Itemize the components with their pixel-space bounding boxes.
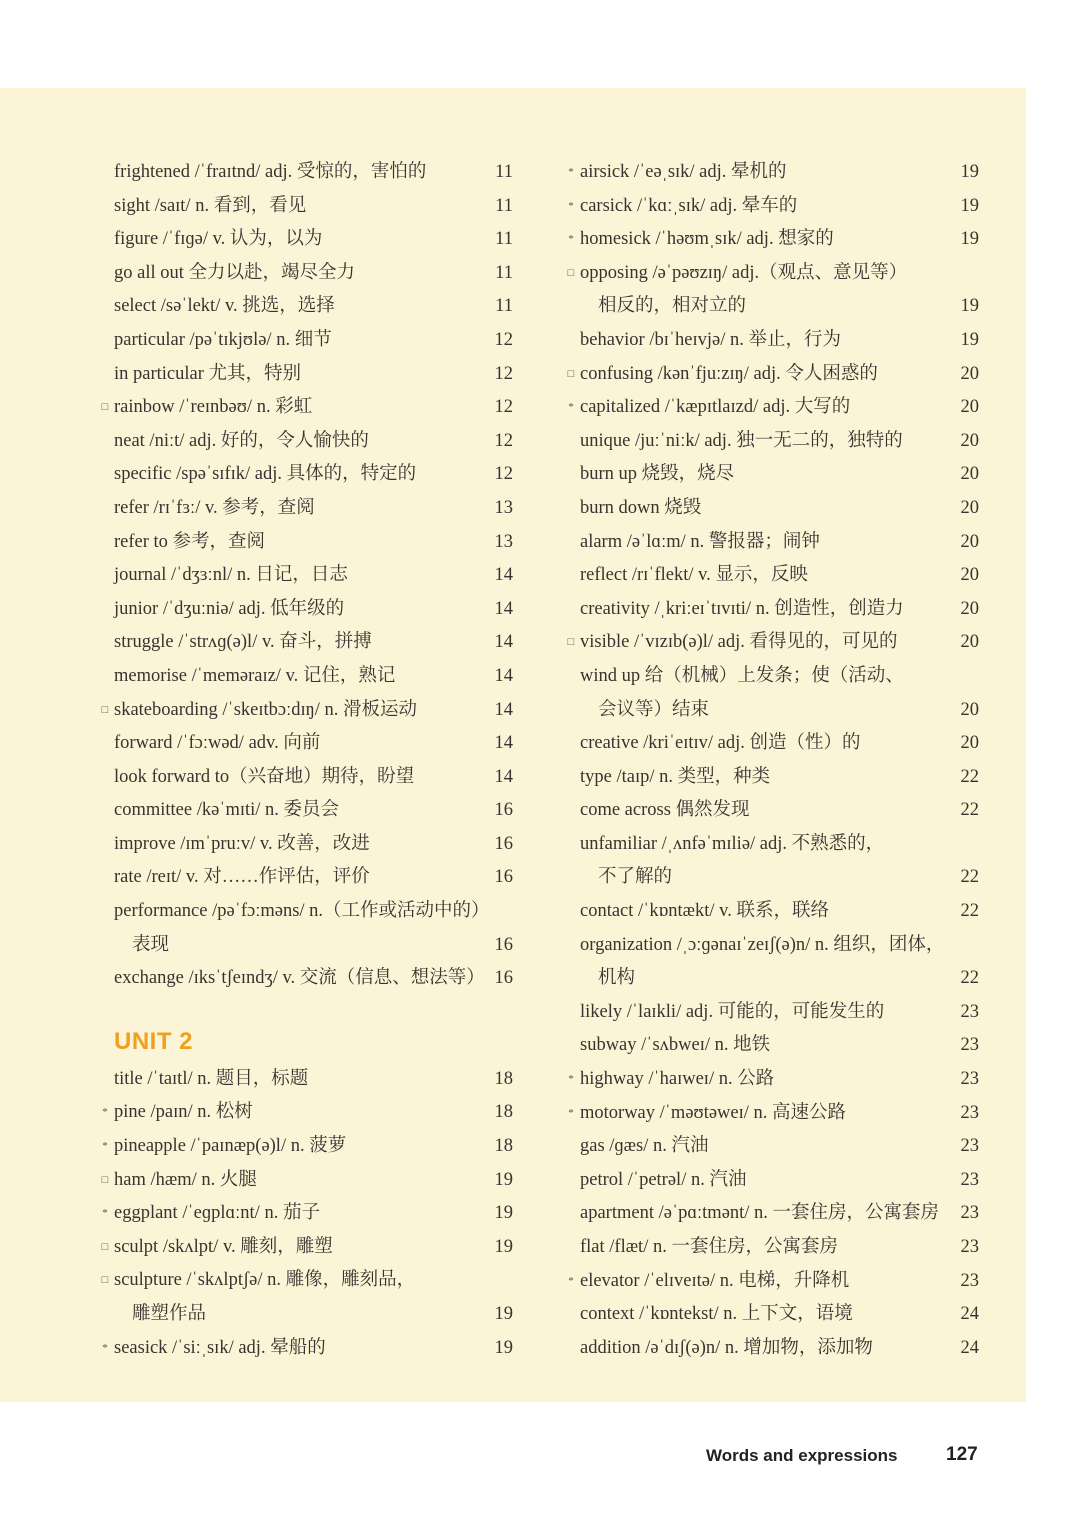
entry-page-number: 16: [494, 800, 513, 821]
entry-marker: *: [568, 166, 574, 178]
vocab-entry: [0, 559, 530, 593]
entry-text: burn up 烧毁，烧尽: [580, 464, 735, 485]
entry-page-number: 19: [960, 162, 979, 182]
footer-section-title: Words and expressions: [706, 1446, 898, 1465]
vocab-entry: [0, 425, 530, 459]
entry-text: title /ˈtaɪtl/ n. 题目，标题: [114, 1068, 309, 1089]
entry-marker: *: [568, 199, 574, 212]
entry-marker: □: [101, 401, 109, 414]
entry-text: 表现: [132, 934, 170, 955]
vocab-entry: [552, 425, 992, 459]
entry-page-number: 19: [494, 1203, 513, 1224]
entry-text: unfamiliar /ˌʌnfəˈmɪliə/ adj. 不熟悉的，: [580, 833, 885, 854]
entry-page-number: 19: [960, 296, 979, 317]
entry-page-number: 22: [960, 766, 979, 787]
entry-page-number: 22: [960, 901, 979, 922]
entry-marker: *: [102, 1140, 108, 1153]
entry-page-number: 16: [494, 934, 513, 955]
entry-marker: □: [567, 636, 575, 649]
entry-text: select /səˈlekt/ v. 挑选，选择: [114, 296, 335, 317]
vocab-entry: [552, 626, 992, 660]
entry-marker: *: [568, 1106, 574, 1119]
vocab-entry: [552, 1231, 992, 1265]
entry-text: forward /ˈfɔːwəd/ adv. 向前: [114, 733, 321, 754]
vocab-entry: [0, 391, 530, 425]
entry-page-number: 14: [494, 632, 513, 653]
entry-text: visible /ˈvɪzɪb(ə)l/ adj. 看得见的，可见的: [580, 632, 898, 653]
entry-text: pine /paɪn/ n. 松树: [114, 1102, 253, 1123]
entry-page-number: 19: [960, 329, 979, 350]
vocab-entry: [0, 358, 530, 392]
entry-text: 相反的，相对立的: [598, 296, 747, 317]
entry-marker: *: [102, 1341, 108, 1354]
vocab-entry: [0, 223, 530, 257]
entry-page-number: 23: [960, 1035, 979, 1056]
vocab-entry: [552, 1332, 992, 1366]
entry-text: rate /reɪt/ v. 对……作评估，评价: [114, 867, 370, 888]
entry-text: performance /pəˈfɔːməns/ n.（工作或活动中的）: [114, 901, 490, 922]
entry-page-number: 11: [495, 262, 513, 283]
vocab-entry: [0, 190, 530, 224]
entry-text: frightened /ˈfraɪtnd/ adj. 受惊的，害怕的: [114, 162, 427, 182]
entry-page-number: 20: [960, 699, 979, 720]
entry-marker: □: [101, 1274, 109, 1287]
entry-continuation: [0, 929, 530, 963]
entry-page-number: 24: [960, 1304, 979, 1325]
entry-page-number: 12: [494, 329, 513, 350]
entry-text: organization /ˌɔːɡənaɪˈzeɪʃ(ə)n/ n. 组织，团体，: [580, 934, 945, 955]
entry-page-number: 23: [960, 1136, 979, 1157]
entry-text: particular /pəˈtɪkjʊlə/ n. 细节: [114, 329, 332, 350]
vocab-entry: [0, 727, 530, 761]
vocab-entry: [0, 794, 530, 828]
vocab-entry: [0, 1164, 530, 1198]
entry-page-number: 13: [494, 531, 513, 552]
entry-text: capitalized /ˈkæpɪtlaɪzd/ adj. 大写的: [580, 397, 851, 418]
entry-text: sculpture /ˈskʌlptʃə/ n. 雕像，雕刻品，: [114, 1270, 416, 1291]
entry-page-number: 13: [494, 497, 513, 518]
entry-text: wind up 给（机械）上发条；使（活动、: [580, 665, 904, 686]
vocab-entry: [552, 660, 992, 694]
vocab-entry: [0, 526, 530, 560]
vocab-entry: [552, 1063, 992, 1097]
entry-text: highway /ˈhaɪweɪ/ n. 公路: [580, 1069, 775, 1090]
vocab-entry: [552, 1164, 992, 1198]
entry-text: confusing /kənˈfjuːzɪŋ/ adj. 令人困惑的: [580, 363, 878, 384]
entry-text: motorway /ˈməʊtəweɪ/ n. 高速公路: [580, 1102, 847, 1123]
entry-marker: *: [568, 1274, 574, 1287]
vocab-entry: [0, 626, 530, 660]
vocab-entry: [0, 156, 530, 190]
entry-text: memorise /ˈmeməraɪz/ v. 记住，熟记: [114, 665, 396, 686]
entry-marker: *: [102, 1106, 108, 1119]
vocab-entry: [552, 996, 992, 1030]
entry-continuation: [552, 694, 992, 728]
entry-text: figure /ˈfɪɡə/ v. 认为，以为: [114, 229, 323, 250]
vocab-entry: [552, 324, 992, 358]
entry-text: 机构: [598, 968, 636, 989]
entry-text: look forward to（兴奋地）期待，盼望: [114, 766, 415, 787]
entry-text: alarm /əˈlɑːm/ n. 警报器；闹钟: [580, 531, 820, 552]
entry-text: specific /spəˈsɪfɪk/ adj. 具体的，特定的: [114, 464, 417, 485]
entry-marker: □: [101, 703, 109, 716]
entry-text: contact /ˈkɒntækt/ v. 联系，联络: [580, 901, 829, 922]
vocab-entry: [0, 1231, 530, 1265]
entry-marker: *: [568, 401, 574, 414]
entry-text: 雕塑作品: [132, 1304, 207, 1324]
entry-text: exchange /ɪksˈtʃeɪndʒ/ v. 交流（信息、想法等）: [114, 968, 485, 989]
entry-marker: *: [568, 1073, 574, 1086]
entry-text: creativity /ˌkriːeɪˈtɪvɪti/ n. 创造性，创造力: [580, 598, 904, 619]
entry-text: elevator /ˈelɪveɪtə/ n. 电梯，升降机: [580, 1270, 850, 1291]
entry-text: creative /kriˈeɪtɪv/ adj. 创造（性）的: [580, 733, 861, 754]
vocab-entry: [552, 794, 992, 828]
vocab-entry: [552, 391, 992, 425]
vocab-entry: [552, 190, 992, 224]
entry-continuation: [552, 290, 992, 324]
entry-text: flat /flæt/ n. 一套住房，公寓套房: [580, 1237, 838, 1257]
entry-continuation: [552, 861, 992, 895]
vocab-entry: [552, 593, 992, 627]
entry-text: struggle /ˈstrʌɡ(ə)l/ v. 奋斗，拼搏: [114, 632, 372, 653]
entry-text: unique /juːˈniːk/ adj. 独一无二的，独特的: [580, 430, 903, 451]
vocab-entry: [552, 1097, 992, 1131]
entry-marker: □: [101, 1173, 109, 1186]
entry-page-number: 19: [960, 195, 979, 216]
vocab-entry: [0, 1197, 530, 1231]
vocab-entry: [0, 828, 530, 862]
vocab-entry: [552, 156, 992, 190]
vocab-entry: [0, 492, 530, 526]
entry-page-number: 11: [495, 162, 513, 182]
entry-page-number: 23: [960, 1001, 979, 1022]
entry-continuation: [552, 962, 992, 996]
footer-page-number: 127: [946, 1444, 978, 1465]
vocab-entry: [552, 929, 992, 963]
entry-page-number: 12: [494, 363, 513, 384]
entry-text: opposing /əˈpəʊzɪŋ/ adj.（观点、意见等）: [580, 262, 908, 283]
entry-page-number: 20: [960, 464, 979, 485]
entry-page-number: 23: [960, 1203, 979, 1224]
entry-page-number: 20: [960, 632, 979, 653]
entry-page-number: 11: [495, 229, 513, 250]
vocab-entry: [552, 223, 992, 257]
entry-text: committee /kəˈmɪti/ n. 委员会: [114, 800, 340, 821]
entry-text: refer to 参考，查阅: [114, 531, 266, 552]
entry-page-number: 24: [960, 1337, 979, 1358]
entry-text: carsick /ˈkɑːˌsɪk/ adj. 晕车的: [580, 195, 798, 216]
entry-marker: *: [102, 1207, 108, 1220]
entry-text: improve /ɪmˈpruːv/ v. 改善，改进: [114, 833, 370, 854]
vocab-entry: [0, 1130, 530, 1164]
entry-page-number: 18: [494, 1068, 513, 1089]
vocab-entry: [552, 727, 992, 761]
left-column: [0, 156, 530, 1365]
entry-text: come across 偶然发现: [580, 800, 750, 821]
entry-text: go all out 全力以赴，竭尽全力: [114, 262, 356, 283]
entry-page-number: 14: [494, 733, 513, 754]
entry-marker: □: [567, 266, 575, 279]
entry-text: refer /rɪˈfɜː/ v. 参考，查阅: [114, 497, 315, 518]
vocab-entry: [552, 1029, 992, 1063]
entry-page-number: 23: [960, 1102, 979, 1123]
entry-text: ham /hæm/ n. 火腿: [114, 1169, 257, 1190]
entry-text: pineapple /ˈpaɪnæp(ə)l/ n. 菠萝: [114, 1136, 347, 1157]
entry-page-number: 19: [494, 1169, 513, 1190]
entry-page-number: 14: [494, 665, 513, 686]
entry-page-number: 20: [960, 430, 979, 451]
entry-page-number: 18: [494, 1136, 513, 1157]
entry-page-number: 23: [960, 1069, 979, 1090]
entry-text: type /taɪp/ n. 类型，种类: [580, 766, 771, 787]
entry-page-number: 12: [494, 430, 513, 451]
vocab-entry: [0, 861, 530, 895]
vocab-entry: [0, 660, 530, 694]
entry-text: homesick /ˈhəʊmˌsɪk/ adj. 想家的: [580, 229, 834, 250]
entry-page-number: 20: [960, 531, 979, 552]
entry-marker: □: [101, 1240, 109, 1253]
vocab-entry: [552, 559, 992, 593]
entry-marker: *: [568, 233, 574, 246]
vocab-entry: [552, 358, 992, 392]
entry-page-number: 11: [495, 296, 513, 317]
entry-page-number: 12: [494, 464, 513, 485]
vocab-entry: [0, 694, 530, 728]
entry-page-number: 14: [494, 565, 513, 586]
vocab-entry: [552, 895, 992, 929]
vocab-entry: [552, 526, 992, 560]
entry-text: seasick /ˈsiːˌsɪk/ adj. 晕船的: [114, 1337, 326, 1358]
unit-heading: [0, 996, 530, 1063]
entry-text: behavior /bɪˈheɪvjə/ n. 举止，行为: [580, 329, 842, 350]
vocab-entry: [0, 1063, 530, 1097]
entry-page-number: 16: [494, 968, 513, 989]
entry-page-number: 14: [494, 766, 513, 787]
entry-text: reflect /rɪˈflekt/ v. 显示，反映: [580, 565, 808, 586]
entry-text: neat /niːt/ adj. 好的，令人愉快的: [114, 430, 369, 451]
entry-page-number: 20: [960, 733, 979, 754]
vocab-entry: [0, 593, 530, 627]
entry-text: addition /əˈdɪʃ(ə)n/ n. 增加物，添加物: [580, 1337, 873, 1358]
vocab-entry: [552, 1197, 992, 1231]
entry-text: eggplant /ˈeɡplɑːnt/ n. 茄子: [114, 1203, 320, 1224]
vocab-entry: [0, 761, 530, 795]
entry-text: burn down 烧毁: [580, 497, 702, 518]
entry-text: airsick /ˈeəˌsɪk/ adj. 晕机的: [580, 162, 787, 182]
entry-text: sight /saɪt/ n. 看到，看见: [114, 195, 307, 216]
entry-continuation: [0, 1298, 530, 1332]
entry-page-number: 19: [494, 1337, 513, 1358]
entry-page-number: 16: [494, 833, 513, 854]
vocab-entry: [0, 1332, 530, 1366]
entry-text: junior /ˈdʒuːniə/ adj. 低年级的: [114, 598, 345, 619]
entry-page-number: 16: [494, 867, 513, 888]
entry-page-number: 20: [960, 598, 979, 619]
entry-text: rainbow /ˈreɪnbəʊ/ n. 彩虹: [114, 397, 313, 418]
entry-text: 会议等）结束: [598, 699, 710, 720]
entry-page-number: 19: [494, 1304, 513, 1324]
entry-text: sculpt /skʌlpt/ v. 雕刻，雕塑: [114, 1236, 333, 1257]
entry-text: petrol /ˈpetrəl/ n. 汽油: [580, 1169, 747, 1190]
vocab-entry: [552, 257, 992, 291]
entry-page-number: 20: [960, 397, 979, 418]
vocab-entry: [0, 458, 530, 492]
entry-page-number: 18: [494, 1102, 513, 1123]
entry-text: subway /ˈsʌbweɪ/ n. 地铁: [580, 1035, 771, 1056]
vocab-entry: [552, 458, 992, 492]
entry-marker: □: [567, 367, 575, 380]
vocab-entry: [552, 492, 992, 526]
entry-text: 不了解的: [598, 867, 673, 888]
entry-page-number: 14: [494, 699, 513, 720]
entry-page-number: 11: [495, 195, 513, 216]
entry-text: context /ˈkɒntekst/ n. 上下文，语境: [580, 1304, 853, 1325]
entry-text: apartment /əˈpɑːtmənt/ n. 一套住房，公寓套房: [580, 1203, 940, 1224]
entry-text: gas /ɡæs/ n. 汽油: [580, 1136, 709, 1157]
vocab-entry: [0, 1264, 530, 1298]
entry-page-number: 19: [494, 1236, 513, 1257]
right-column: [552, 156, 992, 1365]
entry-page-number: 23: [960, 1270, 979, 1291]
vocab-entry: [552, 761, 992, 795]
vocab-entry: [552, 1298, 992, 1332]
vocab-entry: [0, 1096, 530, 1130]
vocab-entry: [552, 1265, 992, 1299]
vocab-entry: [0, 324, 530, 358]
entry-page-number: 22: [960, 800, 979, 821]
entry-page-number: 22: [960, 867, 979, 888]
vocab-entry: [552, 1130, 992, 1164]
entry-page-number: 14: [494, 598, 513, 619]
entry-page-number: 12: [494, 397, 513, 418]
entry-text: likely /ˈlaɪkli/ adj. 可能的，可能发生的: [580, 1001, 885, 1022]
entry-text: skateboarding /ˈskeɪtbɔːdɪŋ/ n. 滑板运动: [114, 699, 418, 720]
entry-page-number: 23: [960, 1169, 979, 1190]
entry-text: journal /ˈdʒɜːnl/ n. 日记，日志: [114, 565, 348, 586]
entry-page-number: 20: [960, 497, 979, 518]
vocab-entry: [0, 290, 530, 324]
vocab-entry: [0, 962, 530, 996]
unit-heading-text: UNIT 2: [114, 1027, 194, 1055]
entry-text: in particular 尤其，特别: [114, 363, 302, 384]
vocab-entry: [0, 257, 530, 291]
entry-page-number: 19: [960, 229, 979, 250]
vocab-entry: [0, 895, 530, 929]
entry-page-number: 23: [960, 1237, 979, 1257]
entry-page-number: 22: [960, 968, 979, 989]
entry-page-number: 20: [960, 565, 979, 586]
entry-page-number: 20: [960, 363, 979, 384]
vocab-entry: [552, 828, 992, 862]
